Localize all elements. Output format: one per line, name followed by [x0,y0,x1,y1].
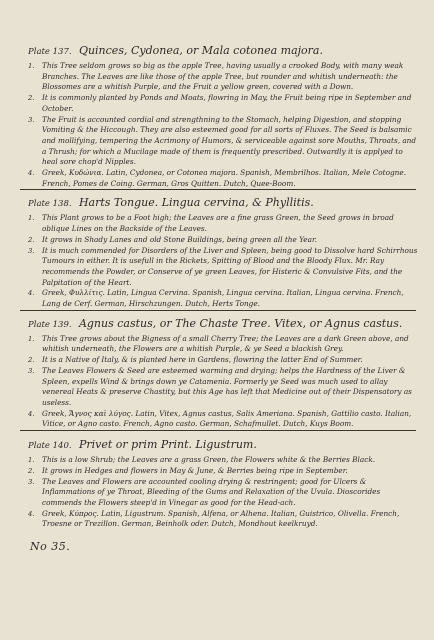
paragraph-text: The Leaves and Flowers are accounted cooling drying & restringent; good for Ulcers & Inflammations of ye Throat, Bleeding of the Gums and Relaxation of the Uvula. Dioscorides commends the Flowers steep'd in Vinegar as good for the Head-ach. [42,476,381,507]
section-heading [28,317,418,332]
paragraph [28,455,418,466]
paragraph-text: This Tree seldom grows so big as the apple Tree, having usually a crooked Body, with many weak Branches. The Leaves are like those of the apple Tree, but rounder and whitish underneath: the Blossomes are a whitish Purple, and the Fruit a yellow green, covered with a Down. [42,61,404,92]
plate-number: Plate 140. [28,441,72,452]
paragraph-number: 4. [28,169,35,178]
paragraph-number: 3. [28,366,35,375]
paragraph [28,213,418,234]
paragraph-number: 4. [28,289,35,298]
section-divider [20,310,416,311]
paragraph-text: It is commonly planted by Ponds and Moats, flowring in May, the Fruit being ripe in September and October. [42,93,412,113]
plate-number: Plate 138. [28,199,72,210]
paragraph-text: This Tree grows about the Bigness of a small Cherry Tree; the Leaves are a dark Green above, and whitish underneath, the Flowers are a whitish Purple, & ye Seed a blackish Grey. [42,333,409,354]
paragraph-number: 1. [28,214,35,223]
plate-number: Plate 137. [28,47,72,57]
section-plate-137 [28,44,418,189]
paragraph-number: 2. [28,235,35,244]
paragraph [28,477,418,509]
paragraph [28,288,418,309]
paragraph-text: The Leaves Flowers & Seed are esteemed warming and drying; helps the Hardness of the Liver & Spleen, expells Wind & brings down ye Catamenia. Formerly ye Seed was much used to allay venereal Heats & preserve Chastity, but this Age has left that Medicine out of their Dispensatory as useless. [42,365,412,407]
paragraph [28,235,418,246]
paragraph-text: It is much commended for Disorders of the Liver and Spleen, being good to Dissolve hard Schirrhous Tumours in either. It is usefull in the Rickets, Spitting of Blood and the Bloody Flux. Mr. Ray recommends the Powder, or Conserve of ye green Leaves, for Histeric & Convulsive Fits, and the Palpitation of the Heart. [42,245,418,287]
section-heading [28,196,418,211]
paragraph [28,115,418,169]
paragraph-text: This is a low Shrub; the Leaves are a grass Green, the Flowers white & the Berries Black. [42,455,376,465]
paragraph [28,61,418,93]
plant-title: Agnus castus, or The Chaste Tree. Vitex, or Agnus castus. [78,316,403,330]
section-plate-139 [28,317,418,430]
paragraph [28,93,418,114]
paragraph-number: 3. [28,115,35,124]
paragraph [28,366,418,409]
paragraph-number: 1. [28,334,35,343]
plant-title: Quinces, Cydonea, or Mala cotonea majora. [78,44,323,57]
paragraph-number: 3. [28,246,35,255]
paragraph [28,246,418,289]
paragraph-number: 2. [28,466,35,475]
section-divider [20,189,416,190]
paragraph-text: It grows in Hedges and flowers in May & June, & Berries being ripe in September. [42,465,348,475]
paragraph-text: Greek, Φυλλίτις. Latin, Lingua Cervina. Spanish, Lingua cervina. Italian, Lingua cervina. French, Lang de Cerf. German, Hirschzungen. Dutch, Herts Tonge. [42,288,404,309]
paragraph [28,509,418,530]
paragraph-text: Greek, Κυδώνια. Latin, Cydonea, or Cotonea majora. Spanish, Membrilhos. Italian, Mele Cotogne. French, Pomes de Coing. German, Gros Quitten. Dutch, Quee-Boom. [42,168,407,188]
paragraph-text: This Plant grows to be a Foot high; the Leaves are a fine grass Green, the Seed grows in broad oblique Lines on the Backside of the Leaves. [42,213,394,234]
section-plate-138 [28,196,418,309]
paragraph [28,409,418,430]
paragraph [28,466,418,477]
paragraph-number: 2. [28,94,35,103]
paragraph [28,334,418,355]
section-heading [28,44,418,59]
paragraph-text: It is a Native of Italy, & is planted here in Gardens, flowring the latter End of Summer. [42,355,363,365]
paragraph-text: It grows in Shady Lanes and old Stone Buildings, being green all the Year. [42,234,317,244]
plant-title: Privet or prim Print. Ligustrum. [78,438,257,452]
plate-number: Plate 139. [28,319,72,330]
section-heading [28,438,418,453]
paragraph-text: Greek, Κύπρος. Latin, Ligustrum. Spanish, Alfena, or Alhena. Italian, Guistrico, Olivella. French, Troesne or Trezillon. German, Beinholk oder. Dutch, Mondhout keelkruyd. [42,508,400,529]
paragraph-number: 1. [28,62,35,70]
paragraph-number: 4. [28,509,35,518]
section-plate-140 [28,438,418,530]
paragraph [28,355,418,366]
section-divider [20,430,416,431]
paragraph-text: Greek, Ἄγνος καὶ λύγος. Latin, Vitex, Agnus castus, Salix Ameriana. Spanish, Gattilio casto. Italian, Vitice, or Agno casto. French, Agno casto. German, Schafmullet. Dutch, Kuys Boom. [42,408,412,429]
paragraph-number: 4. [28,409,35,418]
paragraph-number: 2. [28,356,35,365]
paragraph-text: The Fruit is accounted cordial and strengthning to the Stomach, helping Digestion, and stopping Vomiting & the Hiccough. They are also esteemed good for all sorts of Fluxes. The Seed is balsamic and mollifying, tempering the Acrimony of Humors, & serviceable against sore Mouths, Throats, and a Thrush; for which a Mucilage made of them is frequently prescribed. Outwardly it is applyed to heal sore chop'd Nipples. [42,114,417,167]
paragraph-number: 3. [28,477,35,486]
paragraph [28,168,418,189]
plant-title: Harts Tongue. Lingua cervina, & Phyllitis. [78,196,314,210]
paragraph-number: 1. [28,456,35,465]
page-number: No 35. [30,540,71,554]
